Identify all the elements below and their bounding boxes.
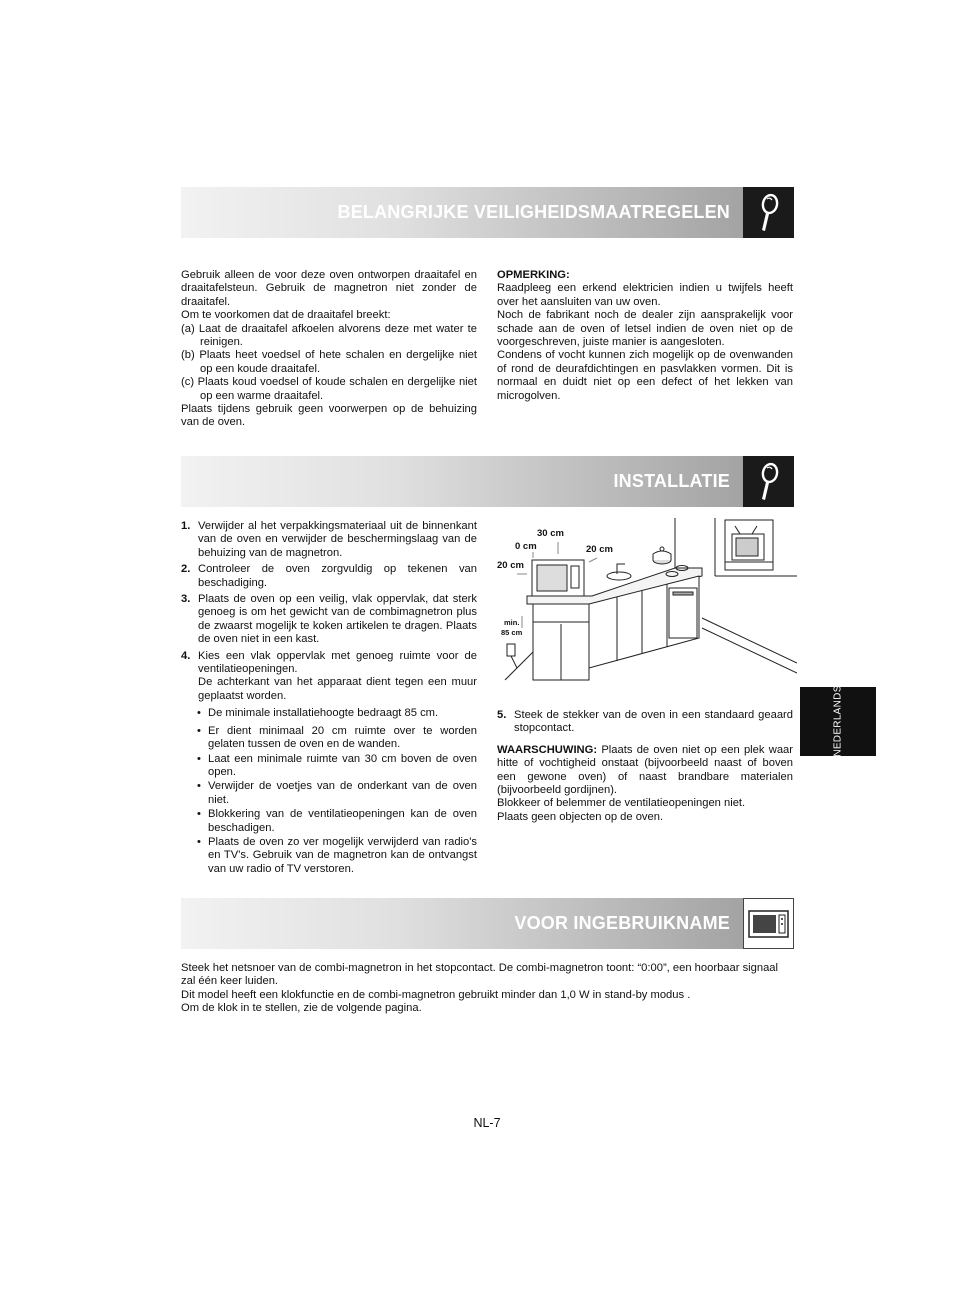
paragraph: Plaats geen objecten op de oven. xyxy=(497,810,664,823)
warning-paragraph xyxy=(497,744,793,798)
warning-text: Plaats de oven niet op een plek waar hitte of vochtigheid onstaat (bijvoorbeeld naast of boven een gewone oven) of naast brandbare materialen (bijvoorbeeld gordijnen). xyxy=(497,743,793,797)
paragraph: Raadpleeg een erkend elektricien indien u twijfels heeft over het aansluiten van uw oven. xyxy=(497,282,793,308)
installation-right-text xyxy=(497,709,793,824)
safety-right-text xyxy=(497,269,793,403)
step-number: 1. xyxy=(181,520,191,532)
microwave-icon xyxy=(743,898,794,949)
paragraph: Blokkeer of belemmer de ventilatieopeningen niet. xyxy=(497,797,746,810)
step-number: 5. xyxy=(497,709,507,721)
section-header-safety xyxy=(181,187,794,238)
magnifier-icon xyxy=(743,187,794,238)
label-min: min. xyxy=(504,618,520,627)
bullet-item: • Plaats de oven zo ver mogelijk verwijderd van radio's en TV's. Gebruik van de magnetron kan de ontvangst van uw radio of TV verstoren. xyxy=(181,836,477,876)
safety-left-text xyxy=(181,269,477,430)
paragraph: Gebruik alleen de voor deze oven ontworpen draaitafel en draaitafelsteun. Gebruik de magnetron niet zonder de draaitafel. xyxy=(181,269,477,308)
list-item: (b) Plaats heet voedsel of hete schalen en dergelijke niet op een koude draaitafel. xyxy=(181,349,477,375)
bullet-item: • De minimale installatiehoogte bedraagt 85 cm. xyxy=(181,707,477,720)
label-left-clearance: 20 cm xyxy=(497,560,524,571)
step-3 xyxy=(181,593,477,647)
label-right-clearance: 20 cm xyxy=(586,544,613,555)
step-text: Plaats de oven op een veilig, vlak oppervlak, dat sterk genoeg is om het gewicht van de combimagnetron plus de zwaarst mogelijk te koken artikelen te dragen. Plaats de oven niet in een kast. xyxy=(198,593,477,646)
section-header-installation xyxy=(181,456,794,507)
list-item: (a) Laat de draaitafel afkoelen alvorens deze met water te reinigen. xyxy=(181,322,477,349)
step-text: Kies een vlak oppervlak met genoeg ruimte voor de ventilatieopeningen. xyxy=(198,649,477,676)
kitchen-illustration xyxy=(497,518,797,686)
installation-steps xyxy=(181,520,477,877)
before-use-text xyxy=(181,962,794,1016)
language-tab xyxy=(800,687,876,756)
step-number: 3. xyxy=(181,593,191,606)
warning-label: WAARSCHUWING: xyxy=(497,743,598,756)
paragraph: Condens of vocht kunnen zich mogelijk op de ovenwanden of rond de deurafdichtingen en pasvlakken vormen. Dit is normaal en duidt niet op een defect of het lekken van microgolven. xyxy=(497,349,793,402)
bullet-item: • Laat een minimale ruimte van 30 cm boven de oven open. xyxy=(181,753,477,780)
label-back-clearance: 0 cm xyxy=(515,541,537,552)
bullet-item: • Er dient minimaal 20 cm ruimte over te worden gelaten tussen de oven en de wanden. xyxy=(181,725,477,752)
installation-diagram xyxy=(497,518,797,686)
section-title: VOOR INGEBRUIKNAME xyxy=(514,913,730,933)
paragraph: Om te voorkomen dat de draaitafel breekt: xyxy=(181,309,391,322)
section-title: INSTALLATIE xyxy=(613,471,730,491)
step-text: De achterkant van het apparaat dient tegen een muur geplaatst worden. xyxy=(198,676,477,702)
bullet-item: • Blokkering van de ventilatieopeningen kan de oven beschadigen. xyxy=(181,808,477,835)
paragraph: Om de klok in te stellen, zie de volgende pagina. xyxy=(181,1002,422,1015)
paragraph: Steek het netsnoer van de combi-magnetron in het stopcontact. De combi-magnetron toont: “0:00”, een hoorbaar signaal zal één keer luiden. xyxy=(181,962,779,988)
page-number: NL-7 xyxy=(473,1116,501,1130)
paragraph: Plaats tijdens gebruik geen voorwerpen op de behuizing van de oven. xyxy=(181,403,477,429)
step-2 xyxy=(181,563,477,590)
step-number: 4. xyxy=(181,649,191,662)
step-number: 2. xyxy=(181,563,191,576)
label-top-clearance: 30 cm xyxy=(537,528,564,539)
step-4 xyxy=(181,650,477,704)
bullet-item: • Verwijder de voetjes van de onderkant van de oven niet. xyxy=(181,780,477,807)
step-text: Controleer de oven zorgvuldig op tekenen van beschadiging. xyxy=(198,563,477,589)
label-min-height: 85 cm xyxy=(501,628,523,637)
section-header-before-use xyxy=(181,898,794,949)
list-item: (c) Plaats koud voedsel of koude schalen en dergelijke niet op een warme draaitafel. xyxy=(181,376,477,402)
magnifier-icon xyxy=(743,456,794,507)
step-1 xyxy=(181,520,477,560)
paragraph: Dit model heeft een klokfunctie en de combi-magnetron gebruikt minder dan 1,0 W in stand-by modus . xyxy=(181,988,691,1001)
step-text: Steek de stekker van de oven in een standaard geaard stopcontact. xyxy=(514,709,793,735)
note-heading: OPMERKING: xyxy=(497,269,570,281)
step-5 xyxy=(497,709,793,736)
section-title: BELANGRIJKE VEILIGHEIDSMAATREGELEN xyxy=(337,202,730,222)
paragraph: Noch de fabrikant noch de dealer zijn aansprakelijk voor schade aan de oven of letsel indien de oven niet op de voorgeschreven, juiste manier is aangesloten. xyxy=(497,309,793,349)
language-label: NEDERLANDS xyxy=(832,685,844,757)
step-text: Verwijder al het verpakkingsmateriaal uit de binnenkant van de oven en verwijder de beschermingslaag van de behuizing van de magnetron. xyxy=(198,520,477,559)
